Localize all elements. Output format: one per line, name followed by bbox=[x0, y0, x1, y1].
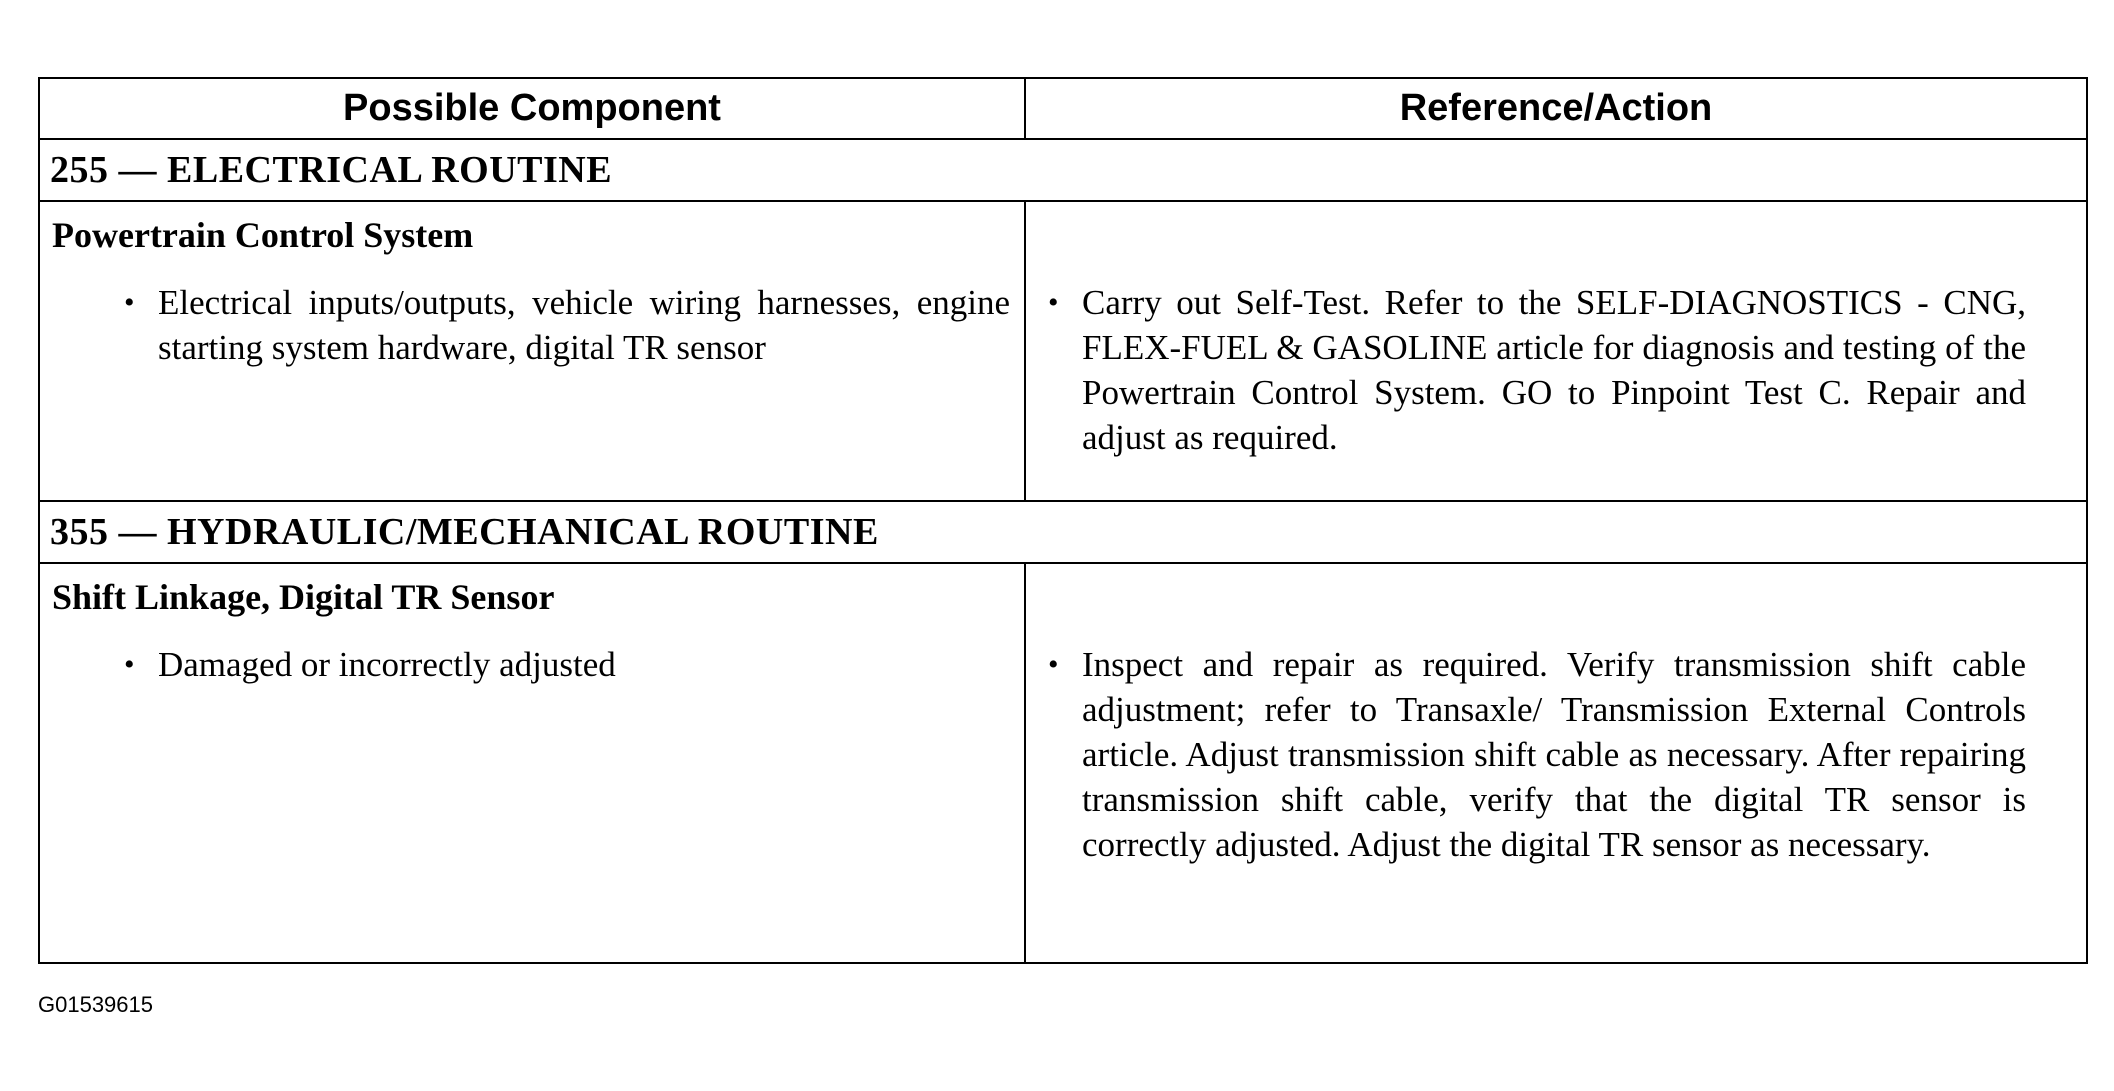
component-title: Powertrain Control System bbox=[52, 215, 474, 255]
action-item bbox=[1048, 642, 2026, 867]
routine-title-hydraulic: 355 — HYDRAULIC/MECHANICAL ROUTINE bbox=[39, 501, 2087, 563]
action-text: Inspect and repair as required. Verify transmission shift cable adjustment; refer to Transaxle/ Transmission External Controls article. Adjust transmission shift cable as necessary. After repairing transmission shift cable, verify that the digital TR sensor is correctly adjusted. Adjust the digital TR sensor as necessary. bbox=[1082, 645, 2026, 864]
action-cell bbox=[1025, 201, 2087, 501]
header-reference-action: Reference/Action bbox=[1025, 78, 2087, 139]
component-detail-text: Electrical inputs/outputs, vehicle wiring harnesses, engine starting system hardware, digital TR sensor bbox=[158, 283, 1010, 367]
bullet-icon: • bbox=[1048, 648, 1059, 681]
component-detail bbox=[52, 280, 1010, 370]
bullet-icon: • bbox=[124, 648, 135, 681]
diagnostic-table bbox=[38, 77, 2088, 964]
action-text: Carry out Self-Test. Refer to the SELF-DIAGNOSTICS - CNG, FLEX-FUEL & GASOLINE article for diagnosis and testing of the Powertrain Control System. GO to Pinpoint Test C. Repair and adjust as required. bbox=[1082, 283, 2026, 457]
component-cell bbox=[39, 563, 1025, 963]
figure-id: G01539615 bbox=[38, 992, 153, 1017]
component-detail bbox=[52, 642, 1010, 687]
component-detail-text: Damaged or incorrectly adjusted bbox=[158, 645, 616, 684]
routine-row bbox=[39, 501, 2087, 563]
bullet-icon: • bbox=[1048, 286, 1059, 319]
action-item bbox=[1048, 280, 2026, 460]
action-cell bbox=[1025, 563, 2087, 963]
routine-title-electrical: 255 — ELECTRICAL ROUTINE bbox=[39, 139, 2087, 201]
header-row bbox=[39, 78, 2087, 139]
component-cell bbox=[39, 201, 1025, 501]
table-row bbox=[39, 563, 2087, 963]
component-title: Shift Linkage, Digital TR Sensor bbox=[52, 577, 555, 617]
routine-row bbox=[39, 139, 2087, 201]
bullet-icon: • bbox=[124, 286, 135, 319]
table-row bbox=[39, 201, 2087, 501]
header-possible-component: Possible Component bbox=[39, 78, 1025, 139]
